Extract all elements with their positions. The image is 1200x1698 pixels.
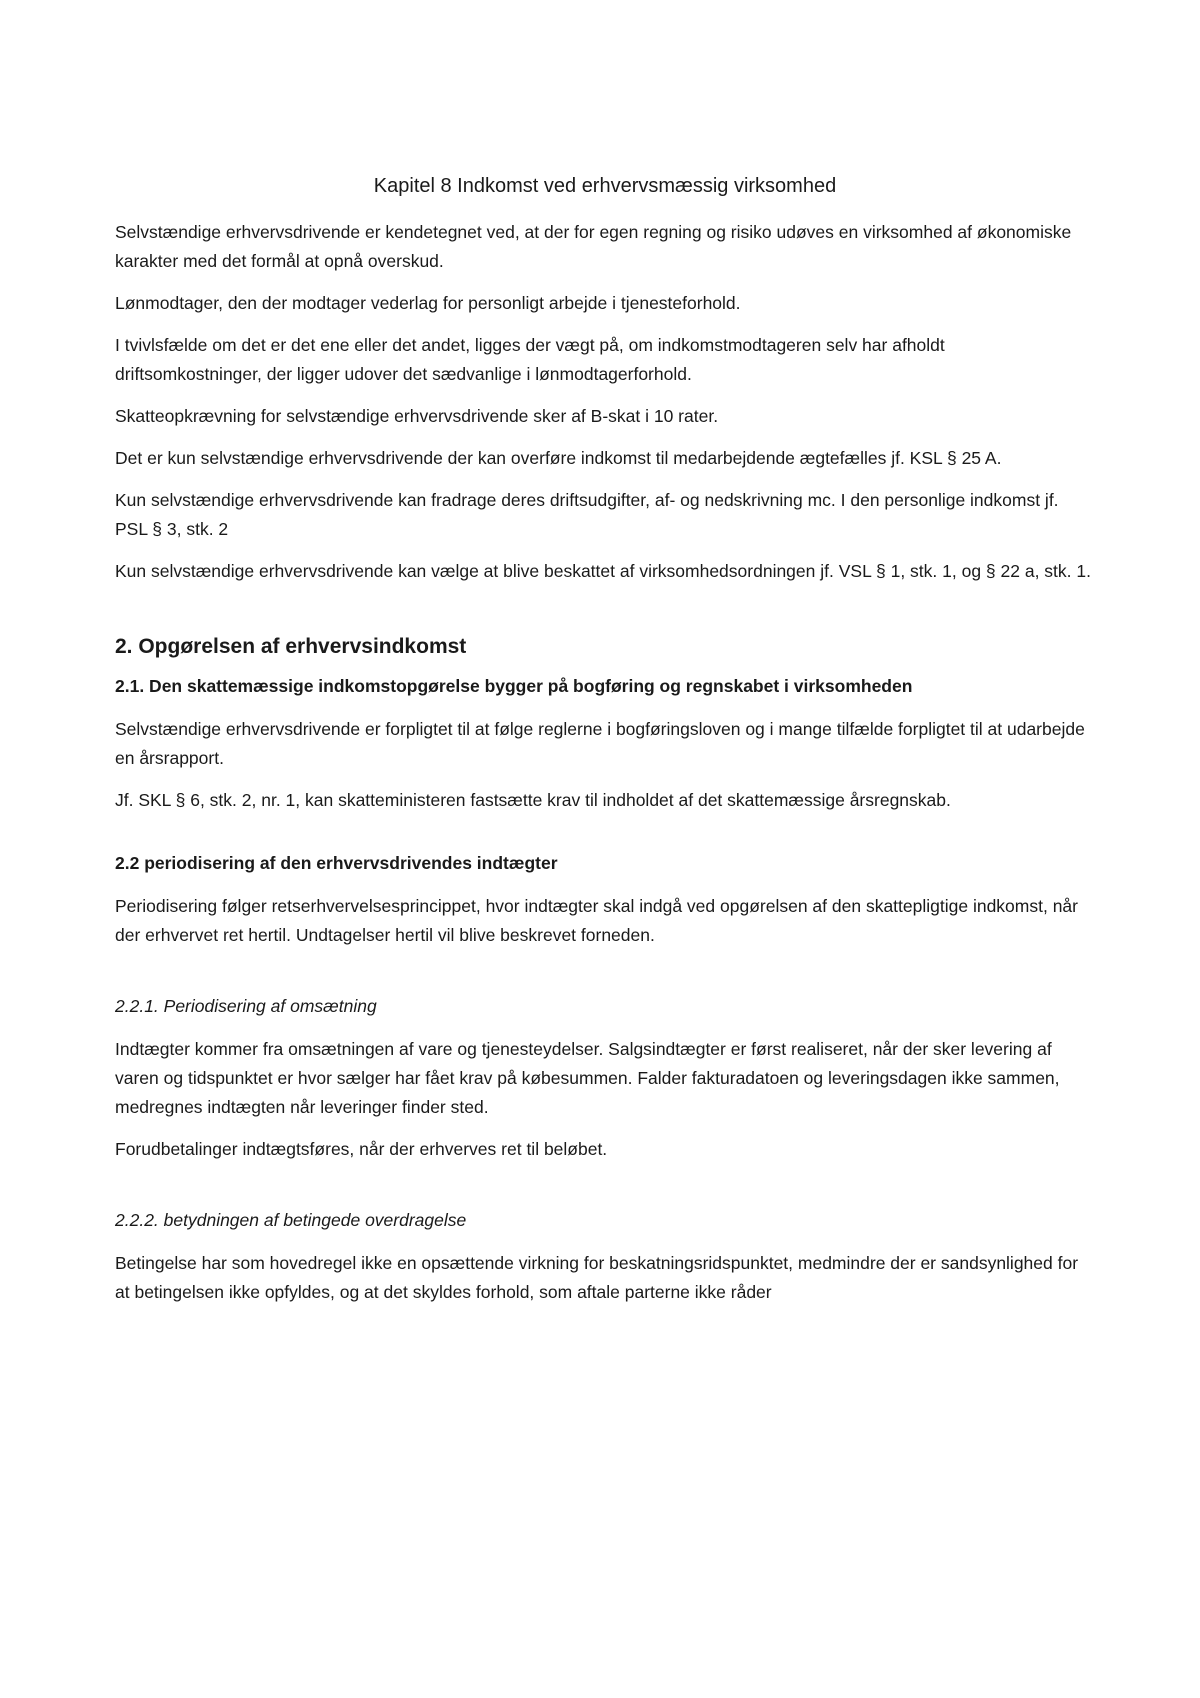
document-body <box>115 172 1095 1320</box>
paragraph: I tvivlsfælde om det er det ene eller det andet, ligges der vægt på, om indkomstmodtageren selv har afholdt driftsomkostninger, der ligger udover det sædvanlige i lønmodtagerforhold. <box>115 335 945 384</box>
subsection-heading: 2.2 periodisering af den erhvervsdrivendes indtægter <box>115 853 558 873</box>
subsubsection-heading: 2.2.1. Periodisering af omsætning <box>115 996 377 1016</box>
subsubsection-heading: 2.2.2. betydningen af betingede overdragelse <box>115 1210 467 1230</box>
subsection-heading: 2.1. Den skattemæssige indkomstopgørelse bygger på bogføring og regnskabet i virksomheden <box>115 676 913 696</box>
paragraph: Skatteopkrævning for selvstændige erhvervsdrivende sker af B-skat i 10 rater. <box>115 406 719 426</box>
paragraph: Indtægter kommer fra omsætningen af vare og tjenesteydelser. Salgsindtægter er først realiseret, når der sker levering af varen og tidspunktet er hvor sælger har fået krav på købesummen. Falder fakturadatoen og leveringsdagen ikke sammen, medregnes indtægten når leveringer finder sted. <box>115 1039 1060 1117</box>
page-title: Kapitel 8 Indkomst ved erhvervsmæssig virksomhed <box>373 175 837 197</box>
paragraph: Betingelse har som hovedregel ikke en opsættende virkning for beskatningsridspunktet, medmindre der er sandsynlighed for at betingelsen ikke opfyldes, og at det skyldes forhold, som aftale parterne ikke råder <box>115 1253 1079 1302</box>
paragraph: Kun selvstændige erhvervsdrivende kan fradrage deres driftsudgifter, af- og nedskrivning mc. I den personlige indkomst jf. PSL § 3, stk. 2 <box>115 490 1059 539</box>
section-heading: 2. Opgørelsen af erhvervsindkomst <box>115 635 467 658</box>
paragraph: Kun selvstændige erhvervsdrivende kan vælge at blive beskattet af virksomhedsordningen jf. VSL § 1, stk. 1, og § 22 a, stk. 1. <box>115 561 1091 581</box>
paragraph: Jf. SKL § 6, stk. 2, nr. 1, kan skatteministeren fastsætte krav til indholdet af det skattemæssige årsregnskab. <box>115 790 951 810</box>
paragraph: Selvstændige erhvervsdrivende er kendetegnet ved, at der for egen regning og risiko udøves en virksomhed af økonomiske karakter med det formål at opnå overskud. <box>115 222 1072 271</box>
paragraph: Det er kun selvstændige erhvervsdrivende der kan overføre indkomst til medarbejdende ægtefælles jf. KSL § 25 A. <box>115 448 1002 468</box>
paragraph: Forudbetalinger indtægtsføres, når der erhverves ret til beløbet. <box>115 1139 608 1159</box>
paragraph: Selvstændige erhvervsdrivende er forpligtet til at følge reglerne i bogføringsloven og i mange tilfælde forpligtet til at udarbejde en årsrapport. <box>115 719 1085 768</box>
paragraph: Periodisering følger retserhvervelsesprincippet, hvor indtægter skal indgå ved opgørelsen af den skattepligtige indkomst, når der erhvervet ret hertil. Undtagelser hertil vil blive beskrevet forneden. <box>115 896 1078 945</box>
paragraph: Lønmodtager, den der modtager vederlag for personligt arbejde i tjenesteforhold. <box>115 293 741 313</box>
